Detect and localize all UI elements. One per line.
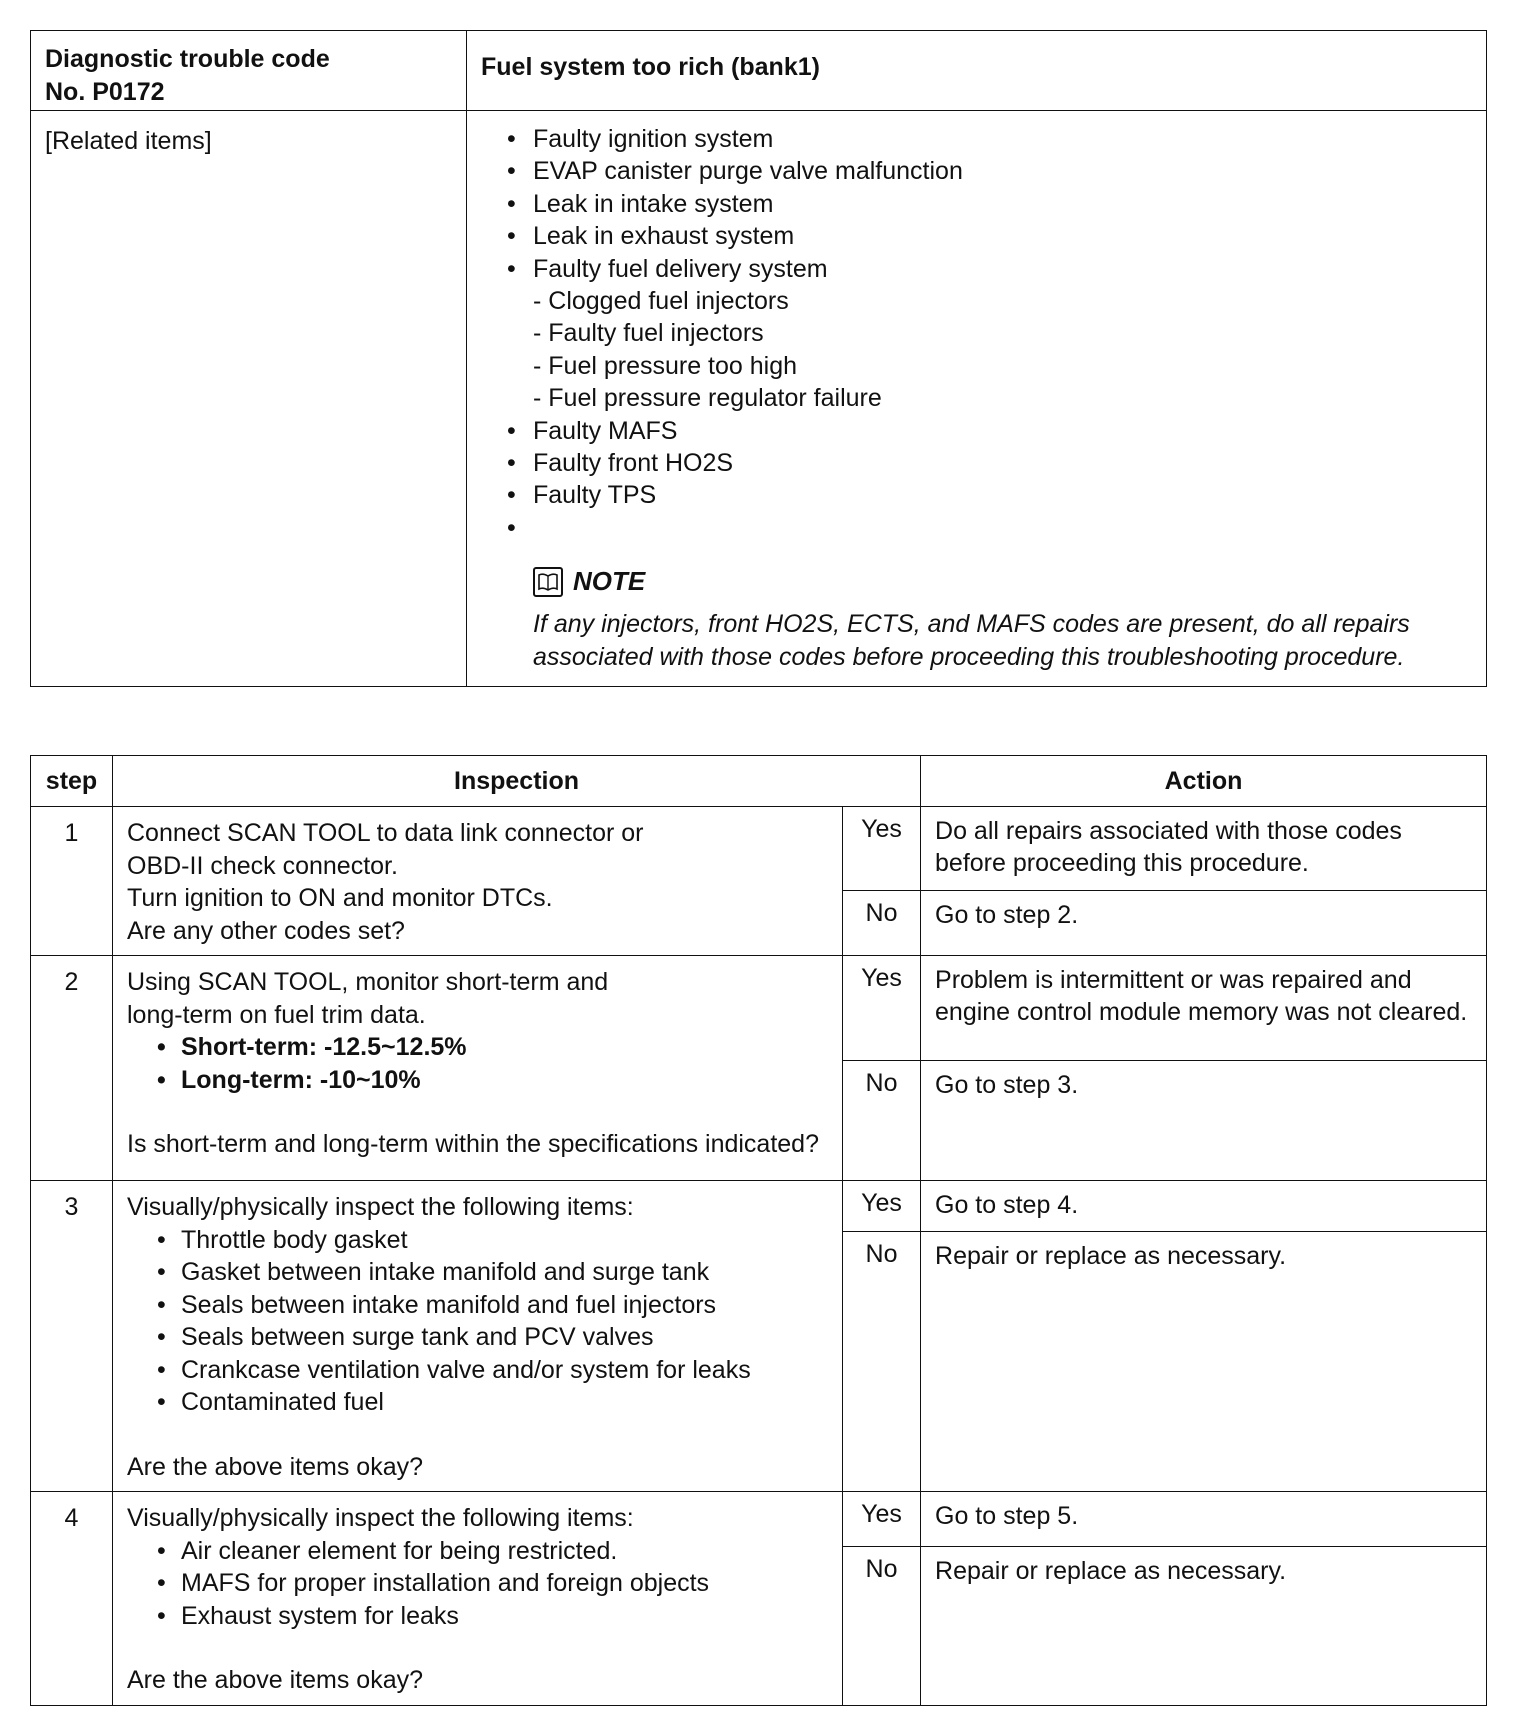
- yes-action: Problem is intermittent or was repaired and engine control module memory was not cleared.: [921, 956, 1487, 1061]
- related-item: [505, 512, 1472, 544]
- yes-action: Do all repairs associated with those codes before proceeding this procedure.: [921, 807, 1487, 891]
- inspection-item: • Contaminated fuel: [155, 1386, 828, 1419]
- related-subitem: - Fuel pressure regulator failure: [533, 384, 882, 413]
- note-title: NOTE: [573, 566, 646, 597]
- step-number: 1: [31, 807, 113, 956]
- related-subitem: - Faulty fuel injectors: [533, 319, 764, 348]
- steps-table: [30, 755, 1487, 1706]
- step-row: [31, 1492, 1487, 1547]
- inspection-line: OBD-II check connector.: [127, 851, 398, 880]
- inspection-line: Visually/physically inspect the following items:: [127, 1504, 634, 1532]
- inspection-question: Are the above items okay?: [127, 1452, 423, 1481]
- note-text: If any injectors, front HO2S, ECTS, and MAFS codes are present, do all repairs associated with those codes before proceeding this troubleshooting procedure.: [533, 609, 1410, 671]
- inspection-list: [127, 1224, 828, 1419]
- spec-item: • Long-term: -10~10%: [155, 1064, 828, 1097]
- no-action: Repair or replace as necessary.: [921, 1231, 1487, 1491]
- no-action: Repair or replace as necessary.: [921, 1547, 1487, 1705]
- inspection-question: Is short-term and long-term within the specifications indicated?: [127, 1130, 819, 1158]
- inspection-item: • Throttle body gasket: [155, 1224, 828, 1257]
- related-items-list: [505, 123, 1472, 544]
- dtc-code-cell: [31, 31, 467, 111]
- no-label: No: [843, 1231, 921, 1491]
- related-item: • Leak in intake system: [505, 188, 1472, 220]
- yes-label: Yes: [843, 956, 921, 1061]
- inspection-item: • Air cleaner element for being restricted.: [155, 1535, 828, 1568]
- related-items-label: [Related items]: [31, 111, 467, 687]
- dtc-label: Diagnostic trouble code: [45, 45, 330, 73]
- yes-label: Yes: [843, 1181, 921, 1232]
- related-items-cell: [467, 111, 1487, 687]
- step-inspection: [113, 956, 843, 1181]
- related-item: • Faulty front HO2S: [505, 447, 1472, 479]
- step-row: [31, 807, 1487, 891]
- dtc-table: [30, 30, 1487, 687]
- spacer: [127, 1419, 828, 1451]
- no-action: Go to step 2.: [921, 891, 1487, 956]
- related-item: • Leak in exhaust system: [505, 220, 1472, 252]
- inspection-question: Are the above items okay?: [127, 1666, 423, 1694]
- spec-item: • Short-term: -12.5~12.5%: [155, 1031, 828, 1064]
- step-row: [31, 1181, 1487, 1232]
- inspection-item: • MAFS for proper installation and foreign objects: [155, 1567, 828, 1600]
- inspection-line: long-term on fuel trim data.: [127, 1000, 426, 1029]
- related-subitem: - Fuel pressure too high: [533, 351, 798, 380]
- steps-header-row: [31, 756, 1487, 807]
- no-action: Go to step 3.: [921, 1061, 1487, 1181]
- step-number: 2: [31, 956, 113, 1181]
- inspection-item: • Seals between surge tank and PCV valves: [155, 1321, 828, 1354]
- inspection-item: • Seals between intake manifold and fuel injectors: [155, 1289, 828, 1322]
- yes-label: Yes: [843, 807, 921, 891]
- step-inspection: [113, 1492, 843, 1706]
- related-item: • Faulty TPS: [505, 479, 1472, 511]
- inspection-question: Are any other codes set?: [127, 916, 405, 945]
- dtc-title: Fuel system too rich (bank1): [467, 31, 1487, 111]
- spec-list: [127, 1031, 828, 1096]
- step-inspection: [113, 1181, 843, 1492]
- step-number: 3: [31, 1181, 113, 1492]
- spacer: [127, 1632, 828, 1664]
- related-item: • Faulty MAFS: [505, 415, 1472, 447]
- step-inspection: [113, 807, 843, 956]
- yes-action: Go to step 5.: [921, 1492, 1487, 1547]
- related-item: • Faulty ignition system: [505, 123, 1472, 155]
- related-item: • Faulty fuel delivery system: [505, 253, 1472, 285]
- step-row: [31, 956, 1487, 1061]
- no-label: No: [843, 891, 921, 956]
- note-block: [533, 562, 1472, 674]
- book-icon: [533, 567, 563, 597]
- inspection-line: Turn ignition to ON and monitor DTCs.: [127, 884, 553, 912]
- related-item: • EVAP canister purge valve malfunction: [505, 155, 1472, 187]
- inspection-line: Using SCAN TOOL, monitor short-term and: [127, 968, 609, 996]
- inspection-item: • Gasket between intake manifold and surge tank: [155, 1256, 828, 1289]
- inspection-item: • Exhaust system for leaks: [155, 1600, 828, 1633]
- col-header-step: step: [31, 756, 113, 807]
- col-header-action: Action: [921, 756, 1487, 807]
- no-label: No: [843, 1547, 921, 1705]
- note-header: [533, 562, 1472, 602]
- inspection-line: Visually/physically inspect the following items:: [127, 1193, 634, 1221]
- no-label: No: [843, 1061, 921, 1181]
- inspection-item: • Crankcase ventilation valve and/or system for leaks: [155, 1354, 828, 1387]
- yes-label: Yes: [843, 1492, 921, 1547]
- yes-action: Go to step 4.: [921, 1181, 1487, 1232]
- inspection-line: Connect SCAN TOOL to data link connector or: [127, 819, 644, 847]
- spacer: [127, 1096, 828, 1128]
- col-header-inspection: Inspection: [113, 756, 921, 807]
- dtc-number: No. P0172: [45, 78, 165, 106]
- inspection-list: [127, 1535, 828, 1633]
- step-number: 4: [31, 1492, 113, 1706]
- related-subitem: - Clogged fuel injectors: [533, 287, 789, 316]
